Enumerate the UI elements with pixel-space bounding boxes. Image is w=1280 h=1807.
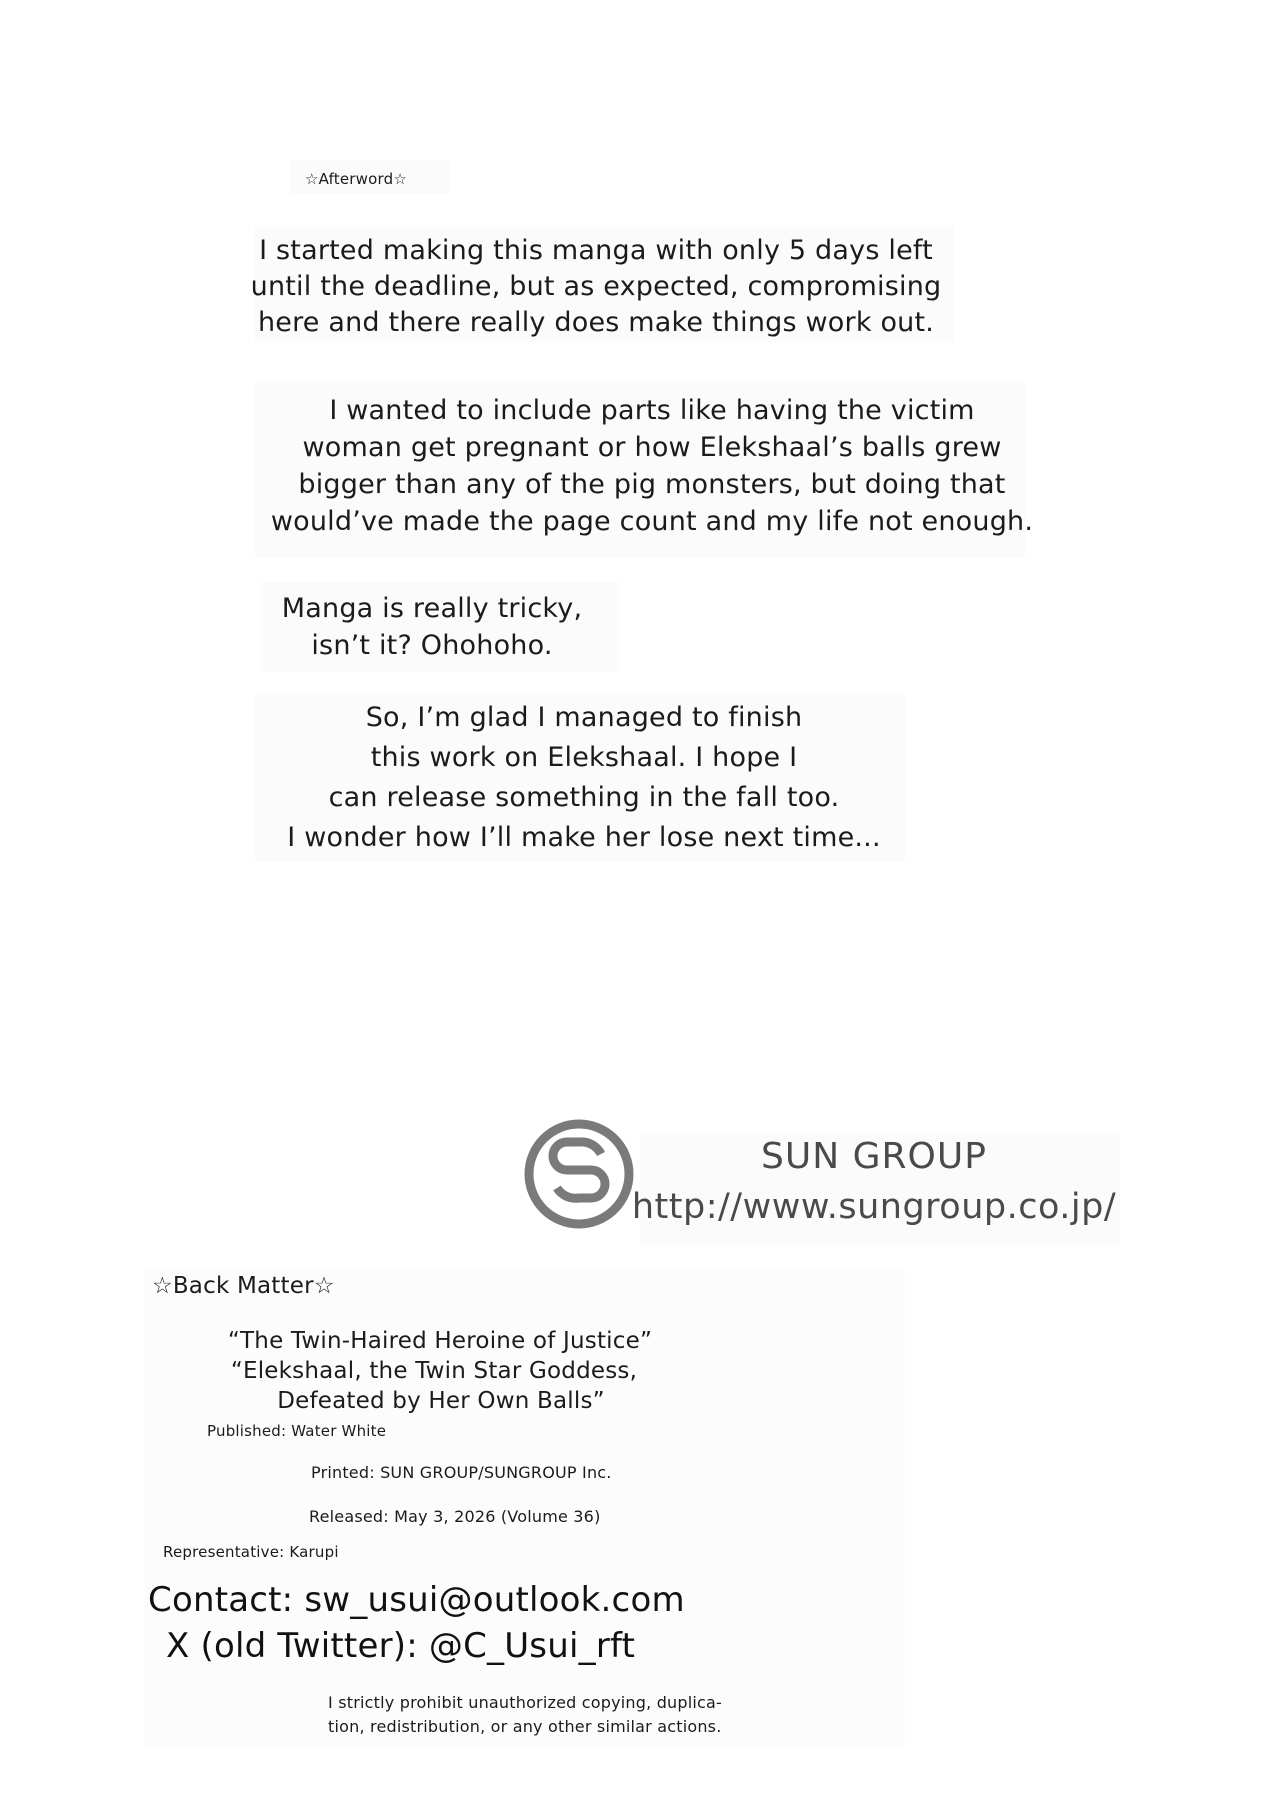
notice-line: I strictly prohibit unauthorized copying, duplica-: [328, 1693, 723, 1712]
text-line: So, I’m glad I managed to finish: [365, 702, 803, 733]
sun-group-logo-icon: [523, 1118, 635, 1230]
text-line: I started making this manga with only 5 days left: [259, 235, 933, 266]
published-by: Published: Water White: [207, 1422, 387, 1440]
contact-email: Contact: sw_usui@outlook.com: [148, 1580, 685, 1620]
text-line: I wanted to include parts like having the victim: [329, 395, 975, 426]
text-line: bigger than any of the pig monsters, but doing that: [298, 469, 1006, 500]
text-line: I wonder how I’ll make her lose next time...: [287, 822, 881, 853]
text-line: can release something in the fall too.: [328, 782, 840, 813]
afterword-heading: ☆Afterword☆: [305, 170, 407, 188]
x-account: X (old Twitter): @C_Usui_rft: [166, 1626, 636, 1666]
text-line: Manga is really tricky,: [281, 593, 583, 624]
text-line: here and there really does make things work out.: [257, 307, 935, 338]
title-line: Defeated by Her Own Balls”: [277, 1388, 605, 1414]
text-line: isn’t it? Ohohoho.: [311, 630, 553, 661]
printer-name: SUN GROUP: [761, 1136, 987, 1177]
printer-url: http://www.sungroup.co.jp/: [631, 1187, 1117, 1227]
back-matter-heading: ☆Back Matter☆: [152, 1273, 335, 1299]
text-line: this work on Elekshaal. I hope I: [370, 742, 798, 773]
text-line: would’ve made the page count and my life not enough.: [270, 506, 1034, 537]
representative: Representative: Karupi: [163, 1543, 339, 1561]
title-line: “The Twin-Haired Heroine of Justice”: [227, 1328, 653, 1354]
text-line: until the deadline, but as expected, compromising: [250, 271, 942, 302]
release-date: Released: May 3, 2026 (Volume 36): [309, 1507, 601, 1526]
title-line: “Elekshaal, the Twin Star Goddess,: [230, 1358, 638, 1384]
notice-line: tion, redistribution, or any other similar actions.: [328, 1717, 722, 1736]
text-line: woman get pregnant or how Elekshaal’s balls grew: [302, 432, 1002, 463]
printed-by: Printed: SUN GROUP/SUNGROUP Inc.: [311, 1463, 612, 1482]
